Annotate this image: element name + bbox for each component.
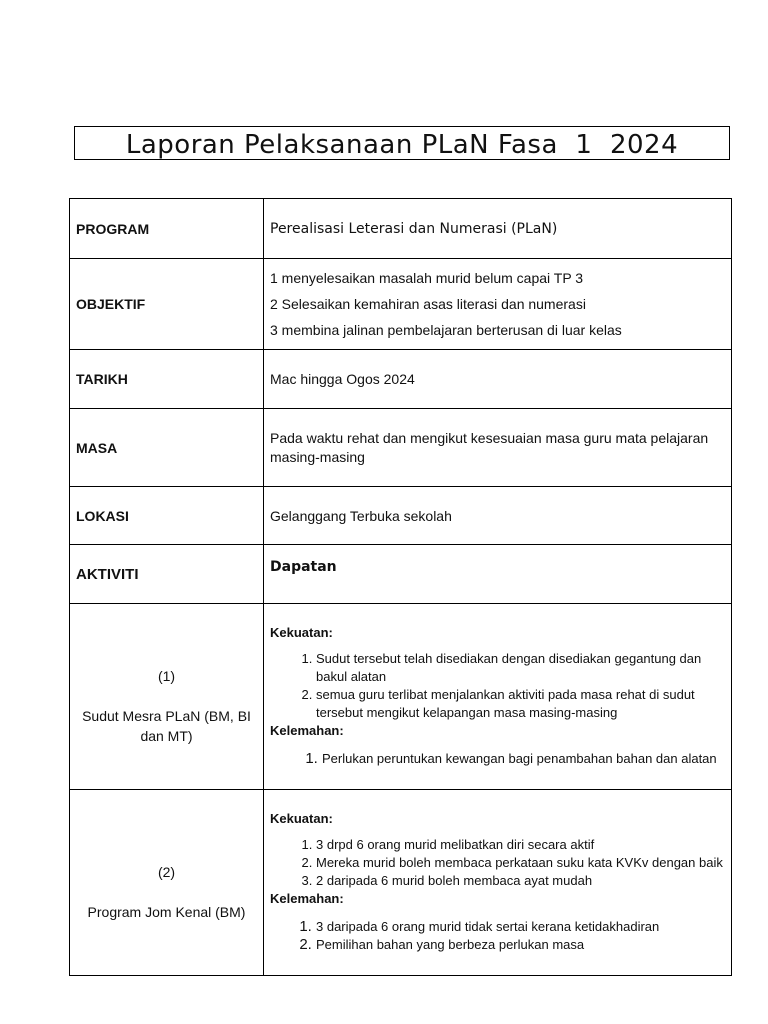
activity-number: (1): [157, 668, 176, 684]
tarikh-label: TARIKH: [70, 350, 264, 409]
aktiviti-row: [70, 545, 732, 604]
kelemahan-heading: Kelemahan:: [270, 890, 344, 906]
masa-row: [70, 409, 732, 487]
kelemahan-list: [270, 750, 723, 768]
kelemahan-heading: Kelemahan:: [270, 722, 344, 738]
program-row: [70, 199, 732, 259]
program-label: PROGRAM: [70, 199, 264, 259]
kekuatan-heading: Kekuatan:: [270, 810, 333, 826]
activity-number: (2): [157, 864, 176, 880]
objektif-list: [264, 259, 732, 350]
list-item: 1. 3 daripada 6 orang murid tidak sertai kerana ketidakhadiran: [316, 918, 723, 936]
activity-row-1: [70, 604, 732, 790]
objektif-item: 2 Selesaikan kemahiran asas literasi dan numerasi: [270, 296, 586, 312]
kekuatan-list: [270, 836, 723, 890]
lokasi-value: Gelanggang Terbuka sekolah: [264, 487, 732, 545]
program-value: Perealisasi Leterasi dan Numerasi (PLaN): [264, 199, 732, 259]
kelemahan-list: [270, 918, 723, 954]
masa-label: MASA: [70, 409, 264, 487]
activity-name: Sudut Mesra PLaN (BM, BI dan MT): [82, 708, 251, 744]
activity-row-2: [70, 790, 732, 976]
kekuatan-heading: Kekuatan:: [270, 624, 333, 640]
activity-title-cell: [70, 604, 264, 790]
masa-value: Pada waktu rehat dan mengikut kesesuaian masa guru mata pelajaran masing-masing: [264, 409, 732, 487]
objektif-row: [70, 259, 732, 350]
aktiviti-label: AKTIVITI: [70, 545, 264, 604]
list-item: 3. 2 daripada 6 murid boleh membaca ayat mudah: [316, 872, 723, 890]
tarikh-row: [70, 350, 732, 409]
kekuatan-list: [270, 650, 723, 722]
activity-findings: [264, 604, 732, 790]
lokasi-row: [70, 487, 732, 545]
activity-name: Program Jom Kenal (BM): [87, 904, 246, 920]
list-item: 2. semua guru terlibat menjalankan aktiviti pada masa rehat di sudut tersebut mengikut kelapangan masa masing-masing: [316, 686, 723, 722]
objektif-item: 3 membina jalinan pembelajaran berterusan di luar kelas: [270, 322, 622, 338]
report-table: [69, 198, 732, 976]
tarikh-value: Mac hingga Ogos 2024: [264, 350, 732, 409]
list-item: 2. Pemilihan bahan yang berbeza perlukan masa: [316, 936, 723, 954]
report-title: Laporan Pelaksanaan PLaN Fasa 1 2024: [74, 126, 730, 160]
activity-title-cell: [70, 790, 264, 976]
list-item: 2. Mereka murid boleh membaca perkataan suku kata KVKv dengan baik: [316, 854, 723, 872]
objektif-item: 1 menyelesaikan masalah murid belum capai TP 3: [270, 270, 584, 286]
list-item: 1. Sudut tersebut telah disediakan dengan disediakan gegantung dan bakul alatan: [316, 650, 723, 686]
activity-findings: [264, 790, 732, 976]
list-item: 1. 3 drpd 6 orang murid melibatkan diri secara aktif: [316, 836, 723, 854]
dapatan-heading: Dapatan: [264, 545, 732, 604]
list-item: 1. Perlukan peruntukan kewangan bagi penambahan bahan dan alatan: [322, 750, 723, 768]
lokasi-label: LOKASI: [70, 487, 264, 545]
objektif-label: OBJEKTIF: [70, 259, 264, 350]
